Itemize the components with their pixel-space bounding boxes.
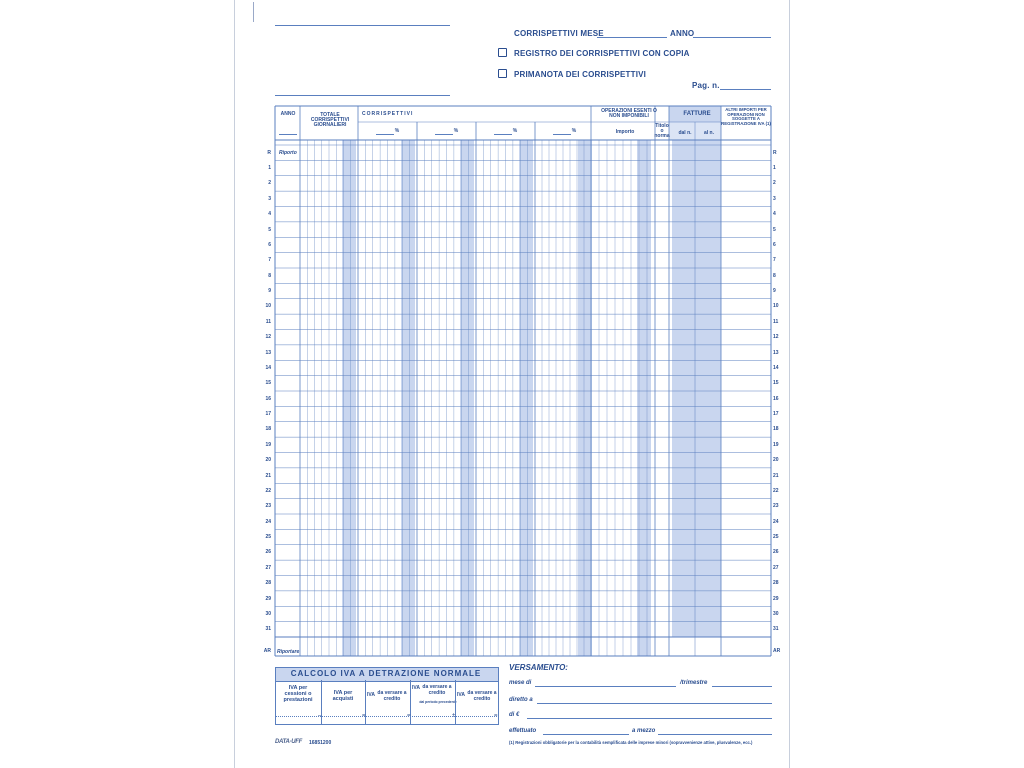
col-importo-header: Importo xyxy=(615,129,635,135)
row-number: 7 xyxy=(268,257,271,264)
pct-1: % xyxy=(394,128,400,134)
row-number: 31 xyxy=(773,626,779,633)
row-number: 25 xyxy=(773,534,779,541)
corrispettivi-mese-label: CORRISPETTIVI MESE xyxy=(514,29,604,38)
row-number: 29 xyxy=(265,595,271,602)
row-number: 27 xyxy=(265,564,271,571)
anno-label: ANNO xyxy=(670,29,695,38)
row-number: 7 xyxy=(773,257,776,264)
di-euro-label: di € xyxy=(509,712,520,718)
row-number: 16 xyxy=(773,395,779,402)
row-number: 17 xyxy=(265,411,271,418)
mese-di-field[interactable] xyxy=(535,686,676,687)
row-number: 9 xyxy=(268,288,271,295)
cents-column-shade-2 xyxy=(401,140,415,656)
row-number: 1 xyxy=(268,165,271,172)
mezzo-label: a mezzo xyxy=(632,728,656,734)
pct-3-field[interactable] xyxy=(494,134,512,135)
mezzo-field[interactable] xyxy=(658,734,772,735)
riportare-label: Riportare xyxy=(277,649,300,655)
row-number: 24 xyxy=(773,518,779,525)
row-number-ar: AR xyxy=(263,648,271,654)
row-number: 3 xyxy=(773,195,776,202)
form-sheet xyxy=(234,0,790,768)
calcolo-operator: – xyxy=(318,713,322,719)
col-al-header: al n. xyxy=(703,130,714,136)
calcolo-c3a: IVA xyxy=(367,692,375,698)
row-number: 19 xyxy=(265,441,271,448)
footnote: (1) Registrazioni obbligatorie per la contabilità semplificata delle imprese minori (sopravvenienze attive, plusvalenze, ecc.) xyxy=(509,740,753,745)
calcolo-c5a: IVA xyxy=(457,692,465,698)
di-euro-field[interactable] xyxy=(527,718,772,719)
row-number: 5 xyxy=(773,226,776,233)
row-number: 21 xyxy=(773,472,779,479)
row-number: 8 xyxy=(268,272,271,279)
row-number: 26 xyxy=(265,549,271,556)
brand-logo: DATA·UFF xyxy=(275,739,303,745)
row-number: 23 xyxy=(773,503,779,510)
row-number: 13 xyxy=(773,349,779,356)
cents-column-shade-5 xyxy=(578,140,592,656)
cents-column-shade-1 xyxy=(342,140,356,656)
row-number: 18 xyxy=(265,426,271,433)
row-number: 21 xyxy=(265,472,271,479)
row-number: 18 xyxy=(773,426,779,433)
pct-4: % xyxy=(571,128,577,134)
row-number: 4 xyxy=(773,211,776,218)
diretto-label: diretto a xyxy=(509,697,533,703)
row-number: 20 xyxy=(265,457,271,464)
row-number: 25 xyxy=(265,534,271,541)
row-number: 31 xyxy=(265,626,271,633)
trimestre-label: /trimestre xyxy=(680,680,708,686)
row-number: 15 xyxy=(773,380,779,387)
row-number: 30 xyxy=(773,610,779,617)
anno-field-line[interactable] xyxy=(279,134,297,135)
row-number: 14 xyxy=(773,364,779,371)
calcolo-operator: = xyxy=(362,713,366,719)
row-number: 17 xyxy=(773,411,779,418)
calcolo-operator: = xyxy=(407,713,411,719)
col-titolo-header: Titolo o norma xyxy=(654,123,670,139)
mese-di-label: mese di xyxy=(509,680,532,686)
pct-2-field[interactable] xyxy=(435,134,453,135)
row-number-ar: AR xyxy=(773,648,781,654)
col-esenti-header: OPERAZIONI ESENTI O NON IMPONIBILI xyxy=(601,108,657,119)
row-number: 6 xyxy=(773,241,776,248)
row-number: 6 xyxy=(268,241,271,248)
calcolo-c1: IVA per cessioni o prestazioni xyxy=(283,685,313,703)
product-code: 16851200 xyxy=(309,740,332,746)
diretto-field[interactable] xyxy=(537,703,772,704)
row-number: 28 xyxy=(265,580,271,587)
riporto-label: Riporto xyxy=(279,150,297,156)
row-number: R xyxy=(267,149,271,156)
pct-1-field[interactable] xyxy=(376,134,394,135)
row-number: 29 xyxy=(773,595,779,602)
primanota-label: PRIMANOTA DEI CORRISPETTIVI xyxy=(514,70,647,79)
calcolo-c5b: da versare a credito xyxy=(467,690,497,702)
row-number: 12 xyxy=(773,334,779,341)
fatture-column-shade xyxy=(672,140,721,637)
row-number: 5 xyxy=(268,226,271,233)
calcolo-operator: = xyxy=(494,713,498,719)
row-number: 30 xyxy=(265,610,271,617)
row-number: 9 xyxy=(773,288,776,295)
trimestre-field[interactable] xyxy=(712,686,772,687)
calcolo-operator: ± xyxy=(452,713,456,719)
calcolo-c2: IVA per acquisti xyxy=(332,690,354,702)
row-number: 8 xyxy=(773,272,776,279)
row-number: 13 xyxy=(265,349,271,356)
versamento-title: VERSAMENTO: xyxy=(509,663,568,672)
row-number: 12 xyxy=(265,334,271,341)
col-altri-header: ALTRI IMPORTI PER OPERAZIONI NON SOGGETTE A REGISTRAZIONE IVA (1) xyxy=(721,107,771,126)
cents-column-shade-3 xyxy=(460,140,474,656)
row-number: 19 xyxy=(773,441,779,448)
pct-2: % xyxy=(453,128,459,134)
row-number: 15 xyxy=(265,380,271,387)
calcolo-c4c: dal periodo precedente xyxy=(419,700,457,704)
col-anno-header: ANNO xyxy=(280,111,296,117)
row-number: 10 xyxy=(265,303,271,310)
col-fatture-header: FATTURE xyxy=(683,111,711,117)
col-totale-header: TOTALE CORRISPETTIVI GIORNALIERI xyxy=(310,112,350,128)
row-number: 10 xyxy=(773,303,779,310)
calcolo-c3b: da versare a credito xyxy=(377,690,407,702)
row-number: 3 xyxy=(268,195,271,202)
cents-column-shade-4 xyxy=(519,140,533,656)
row-number: 22 xyxy=(773,487,779,494)
row-number: 26 xyxy=(773,549,779,556)
col-dal-header: dal n. xyxy=(678,130,692,136)
effettuato-label: effettuato xyxy=(509,728,537,734)
row-number: 28 xyxy=(773,580,779,587)
row-number: R xyxy=(773,149,777,156)
calcolo-title: CALCOLO IVA A DETRAZIONE NORMALE xyxy=(290,669,482,678)
row-number: 2 xyxy=(268,180,271,187)
row-number: 14 xyxy=(265,364,271,371)
calcolo-c4b: da versare a credito xyxy=(422,684,452,696)
row-number: 23 xyxy=(265,503,271,510)
row-number: 11 xyxy=(265,318,271,325)
row-number: 4 xyxy=(268,211,271,218)
row-number: 22 xyxy=(265,487,271,494)
calcolo-values-line[interactable] xyxy=(275,716,497,717)
row-number: 1 xyxy=(773,165,776,172)
row-number: 24 xyxy=(265,518,271,525)
row-number: 20 xyxy=(773,457,779,464)
row-number: 27 xyxy=(773,564,779,571)
row-number: 2 xyxy=(773,180,776,187)
pct-3: % xyxy=(512,128,518,134)
row-number: 16 xyxy=(265,395,271,402)
registro-label: REGISTRO DEI CORRISPETTIVI CON COPIA xyxy=(514,49,690,58)
pag-label: Pag. n. xyxy=(692,81,720,90)
effettuato-field[interactable] xyxy=(543,734,629,735)
col-corrispettivi-header: CORRISPETTIVI xyxy=(362,111,414,117)
pct-4-field[interactable] xyxy=(553,134,571,135)
row-number: 11 xyxy=(773,318,779,325)
calcolo-c4a: IVA xyxy=(412,685,420,691)
